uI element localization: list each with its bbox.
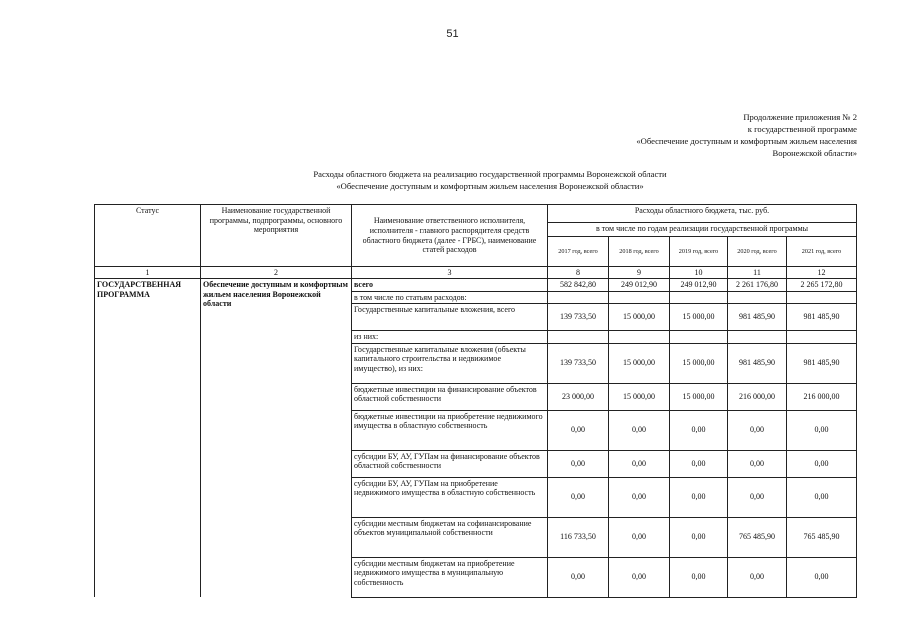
appendix-heading <box>497 111 857 159</box>
value-cell: 15 000,00 <box>609 343 670 383</box>
appendix-line: «Обеспечение доступным и комфортным жильем населения <box>636 136 857 146</box>
value-cell: 15 000,00 <box>609 383 670 410</box>
value-cell: 0,00 <box>548 450 609 477</box>
document-title <box>180 168 800 192</box>
value-cell: 15 000,00 <box>670 383 728 410</box>
value-cell: 765 485,90 <box>787 517 857 557</box>
program-name-cell: Обеспечение доступным и комфортным жильем населения Воронежской области <box>201 279 352 598</box>
value-cell: 23 000,00 <box>548 383 609 410</box>
title-line: «Обеспечение доступным и комфортным жильем населения Воронежской области» <box>336 181 644 191</box>
value-cell: 139 733,50 <box>548 304 609 331</box>
value-cell: 0,00 <box>728 477 787 517</box>
column-number: 3 <box>352 267 548 279</box>
status-cell: ГОСУДАРСТВЕННАЯ ПРОГРАММА <box>95 279 201 598</box>
row-label: субсидии местным бюджетам на приобретение недвижимого имущества в муниципальную собственность <box>352 557 548 597</box>
header-year: 2020 год, всего <box>728 237 787 267</box>
value-cell: 0,00 <box>787 557 857 597</box>
row-label: всего <box>352 279 548 292</box>
header-expenses: Расходы областного бюджета, тыс. руб. <box>548 205 857 223</box>
value-cell: 0,00 <box>609 517 670 557</box>
value-cell: 981 485,90 <box>728 304 787 331</box>
appendix-line: Продолжение приложения № 2 <box>743 112 857 122</box>
value-cell: 0,00 <box>787 477 857 517</box>
value-cell: 0,00 <box>787 450 857 477</box>
value-cell: 0,00 <box>670 477 728 517</box>
row-label: Государственные капитальные вложения, всего <box>352 304 548 331</box>
value-cell: 0,00 <box>670 450 728 477</box>
header-year: 2017 год, всего <box>548 237 609 267</box>
value-cell: 0,00 <box>728 557 787 597</box>
value-cell: 0,00 <box>609 450 670 477</box>
value-cell: 582 842,80 <box>548 279 609 292</box>
column-number: 2 <box>201 267 352 279</box>
value-cell: 216 000,00 <box>728 383 787 410</box>
value-cell: 0,00 <box>548 557 609 597</box>
value-cell: 0,00 <box>609 557 670 597</box>
value-cell: 981 485,90 <box>787 304 857 331</box>
value-cell: 0,00 <box>609 477 670 517</box>
value-cell: 249 012,90 <box>670 279 728 292</box>
value-cell: 0,00 <box>609 410 670 450</box>
title-line: Расходы областного бюджета на реализацию государственной программы Воронежской области <box>313 169 667 179</box>
value-cell: 15 000,00 <box>670 304 728 331</box>
page-number: 51 <box>446 28 459 40</box>
row-label: бюджетные инвестиции на приобретение недвижимого имущества в областную собственность <box>352 410 548 450</box>
row-label: Государственные капитальные вложения (объекты капитального строительства и недвижимое имущество), из них: <box>352 343 548 383</box>
value-cell: 2 261 176,80 <box>728 279 787 292</box>
value-cell: 139 733,50 <box>548 343 609 383</box>
row-label: в том числе по статьям расходов: <box>352 291 548 304</box>
row-label: из них: <box>352 331 548 344</box>
value-cell: 0,00 <box>670 410 728 450</box>
value-cell: 15 000,00 <box>609 304 670 331</box>
row-label: бюджетные инвестиции на финансирование объектов областной собственности <box>352 383 548 410</box>
value-cell: 249 012,90 <box>609 279 670 292</box>
value-cell: 0,00 <box>728 410 787 450</box>
column-number: 12 <box>787 267 857 279</box>
value-cell: 216 000,00 <box>787 383 857 410</box>
appendix-line: Воронежской области» <box>772 148 857 158</box>
value-cell: 0,00 <box>787 410 857 450</box>
value-cell: 981 485,90 <box>787 343 857 383</box>
table-row <box>95 279 857 292</box>
header-by-years: в том числе по годам реализации государственной программы <box>548 223 857 237</box>
header-executor: Наименование ответственного исполнителя, исполнителя - главного распорядителя средств областного бюджета (далее - ГРБС), наименование статей расходов <box>352 205 548 267</box>
value-cell: 2 265 172,80 <box>787 279 857 292</box>
row-label: субсидии БУ, АУ, ГУПам на приобретение недвижимого имущества в областную собственность <box>352 477 548 517</box>
column-number: 11 <box>728 267 787 279</box>
value-cell: 0,00 <box>670 517 728 557</box>
column-number: 1 <box>95 267 201 279</box>
appendix-line: к государственной программе <box>747 124 857 134</box>
column-number: 10 <box>670 267 728 279</box>
value-cell: 116 733,50 <box>548 517 609 557</box>
header-program-name: Наименование государственной программы, подпрограммы, основного мероприятия <box>201 205 352 267</box>
value-cell: 15 000,00 <box>670 343 728 383</box>
header-status: Статус <box>95 205 201 267</box>
value-cell: 0,00 <box>548 477 609 517</box>
column-number: 9 <box>609 267 670 279</box>
value-cell: 0,00 <box>548 410 609 450</box>
value-cell: 0,00 <box>670 557 728 597</box>
value-cell: 765 485,90 <box>728 517 787 557</box>
row-label: субсидии БУ, АУ, ГУПам на финансирование объектов областной собственности <box>352 450 548 477</box>
value-cell: 981 485,90 <box>728 343 787 383</box>
row-label: субсидии местным бюджетам на софинансирование объектов муниципальной собственности <box>352 517 548 557</box>
value-cell: 0,00 <box>728 450 787 477</box>
header-year: 2019 год, всего <box>670 237 728 267</box>
column-number: 8 <box>548 267 609 279</box>
header-year: 2021 год, всего <box>787 237 857 267</box>
budget-table <box>94 204 857 598</box>
header-year: 2018 год, всего <box>609 237 670 267</box>
